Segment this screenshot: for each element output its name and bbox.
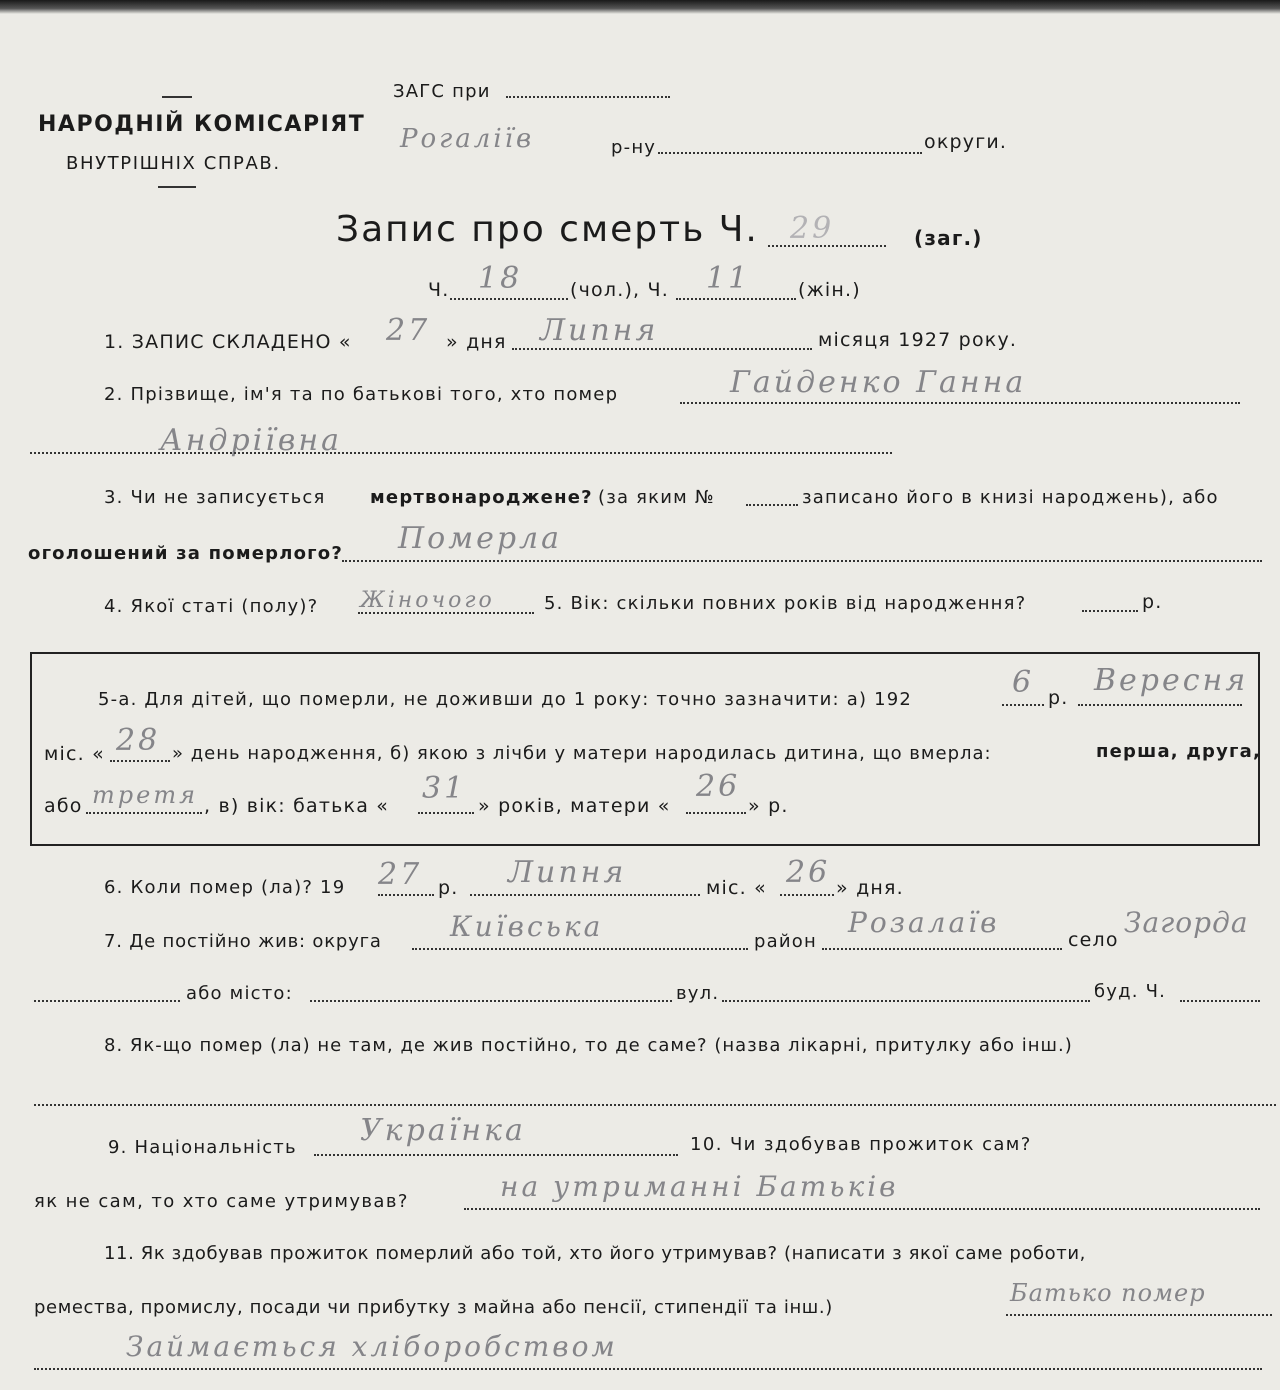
f5a-mother-age: 26 (696, 769, 741, 804)
field5-line (1082, 610, 1138, 612)
field2-patronymic: Андріївна (160, 423, 342, 458)
field7-vul-line (722, 1000, 1090, 1002)
field6-label: 6. Коли помер (ла)? 19 (104, 877, 346, 898)
female-no-field (676, 298, 796, 300)
field11-line3 (34, 1368, 1262, 1370)
f5a-order: третя (92, 781, 198, 809)
field10-line (464, 1208, 1260, 1210)
field1-mid: » дня (446, 331, 507, 353)
field11-line2: ремества, промислу, посади чи прибутку з майна або пенсії, стипендії та інш.) (34, 1297, 833, 1318)
field3-line2-field (342, 560, 1262, 562)
field4-label: 4. Якої статі (полу)? (104, 596, 319, 617)
field7-bud-line (1180, 1000, 1260, 1002)
record-title: Запис про смерть Ч. (336, 209, 759, 250)
okrugy-label: округи. (924, 131, 1008, 153)
header-rule-top (162, 96, 192, 98)
field7-raion-line (822, 948, 1062, 950)
f5a-father-age: 31 (422, 771, 467, 806)
district-handwritten: Рогаліїв (400, 124, 535, 154)
field7-okruga: Київська (450, 910, 604, 943)
zag-label: (заг.) (914, 226, 983, 250)
female-no-value: 11 (706, 261, 751, 296)
field6-month-line (470, 894, 700, 896)
field8-label: 8. Як-що помер (ла) не там, де жив постійно, то де саме? (назва лікарні, притулку або інш.) (104, 1035, 1073, 1056)
male-no-field (450, 298, 568, 300)
field11-line2-field (1006, 1314, 1272, 1316)
field3-no-line (746, 504, 798, 506)
field6-year-line (378, 894, 434, 896)
field2-line2 (30, 452, 892, 454)
ministry-line2: ВНУТРІШНІХ СПРАВ. (66, 153, 281, 174)
f5a-order-line (86, 812, 202, 814)
field6-month: Липня (508, 855, 627, 890)
field3-end: записано його в книзі народжень), або (802, 487, 1219, 508)
field2-label: 2. Прізвище, ім'я та по батькові того, хто помер (104, 384, 619, 405)
field9-nat: Українка (360, 1113, 526, 1148)
f5a-mid: » день народження, б) якою з лічби у матери народилась дитина, що вмерла: (172, 743, 992, 764)
field1-prefix: 1. ЗАПИС СКЛАДЕНО « (104, 331, 352, 353)
field6-day-line (780, 894, 834, 896)
field7-okruga-line (412, 948, 748, 950)
field7-vul: вул. (676, 983, 720, 1004)
field6-end: » дня. (836, 877, 904, 899)
field2-name: Гайденко Ганна (730, 365, 1027, 400)
field7-selo: Загорда (1124, 906, 1249, 939)
f5a-day: 28 (116, 723, 161, 758)
field5-label: 5. Вік: скільки повних років від народження? (544, 593, 1027, 614)
ministry-line1: НАРОДНІЙ КОМІСАРІЯТ (38, 112, 366, 137)
field1-day: 27 (386, 313, 431, 348)
field6-year: 27 (378, 857, 423, 892)
field7-raion: Розалаїв (848, 906, 1000, 939)
field3-line2: оголошений за померлого? (28, 543, 343, 564)
field7-selo-label: село (1068, 929, 1119, 951)
f5a-month: Вересня (1094, 663, 1249, 698)
male-no-value: 18 (478, 261, 523, 296)
field7-misto-lead (34, 1000, 180, 1002)
f5a-bold: перша, друга, (1096, 741, 1262, 762)
field10-hw: на утриманні Батьків (500, 1170, 899, 1203)
field9-line (314, 1154, 678, 1156)
field7-abo-misto: або місто: (186, 983, 293, 1004)
f5a-rokiv: » років, матери « (478, 795, 671, 817)
field8-line (34, 1104, 1276, 1106)
field7-raion-label: район (754, 931, 817, 952)
f5a-year: 6 (1012, 665, 1035, 700)
field3-label: 3. Чи не записується (104, 487, 326, 508)
okrugy-field (658, 152, 922, 154)
field2-line (680, 402, 1240, 404)
rnu-label: р-ну (611, 137, 657, 158)
f5a-father-line (418, 812, 474, 814)
f5a-year-line (1002, 704, 1044, 706)
f5a-line1: 5-а. Для дітей, що померли, не доживши до 1 року: точно зазначити: а) 192 (98, 689, 913, 710)
f5a-end: » р. (748, 795, 789, 817)
ch-label: Ч. (428, 279, 450, 301)
field11-hw2: Займається хліборобством (126, 1330, 618, 1363)
field9-label: 9. Національність (108, 1137, 297, 1158)
field6-day: 26 (786, 855, 831, 890)
chol-label: (чол.), Ч. (570, 279, 670, 301)
field11-line1: 11. Як здобував прожиток померлий або той, хто його утримував? (написати з якої саме роботи, (104, 1243, 1086, 1264)
field10-label: 10. Чи здобував прожиток сам? (690, 1134, 1032, 1155)
field3-hw: Померла (398, 521, 563, 556)
field7-label: 7. Де постійно жив: округа (104, 931, 382, 952)
field1-month: Липня (540, 313, 659, 348)
f5a-month-line (1078, 704, 1242, 706)
f5a-age-label: , в) вік: батька « (204, 795, 390, 817)
field1-month-line (512, 348, 812, 350)
f5a-mother-line (686, 812, 746, 814)
header-rule-bottom (158, 186, 196, 188)
field6-r: р. (438, 877, 459, 899)
field10-line2: як не сам, то хто саме утримував? (34, 1191, 409, 1212)
general-no-value: 29 (790, 211, 835, 246)
zags-field (506, 96, 670, 98)
zags-label: ЗАГС при (393, 81, 491, 102)
field4-sex: Жіночого (360, 588, 495, 613)
f5a-day-line (110, 760, 170, 762)
field11-hw1: Батько помер (1010, 1279, 1206, 1307)
f5a-abo: або (44, 795, 83, 817)
f5a-r: р. (1048, 687, 1069, 709)
field5-unit: р. (1142, 591, 1163, 613)
zhin-label: (жін.) (798, 279, 861, 301)
field1-suffix: місяця 1927 року. (818, 329, 1018, 351)
field3-bold: мертвонароджене? (370, 487, 593, 508)
f5a-mis: міс. « (44, 743, 105, 765)
field6-mis: міс. « (706, 877, 767, 899)
field7-misto-line (310, 1000, 672, 1002)
field3-mid: (за яким № (598, 487, 715, 508)
field7-bud: буд. Ч. (1094, 981, 1167, 1002)
scan-top-edge (0, 0, 1280, 14)
